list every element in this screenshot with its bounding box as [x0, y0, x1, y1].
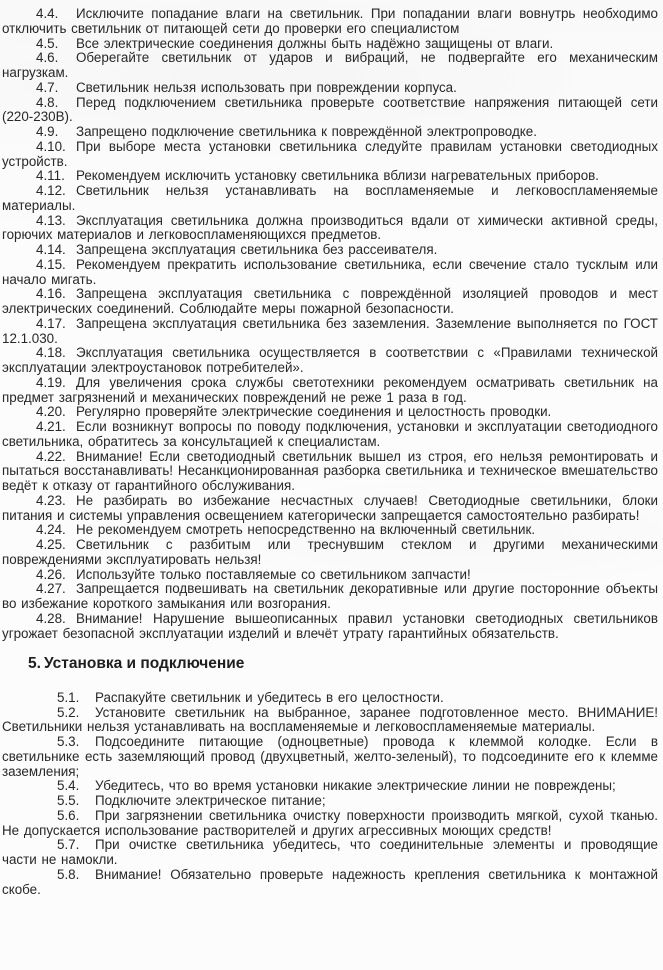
item-text: Если возникнут вопросы по поводу подключения, установки и эксплуатации светодиодного светильника, обратитесь за консультацией к специалистам.: [2, 419, 658, 449]
item-number: 4.26.: [36, 566, 66, 582]
item-text: Внимание! Нарушение вышеописанных правил установки светодиодных светильников угрожает безопасной эксплуатации изделий и влечёт утрату гарантийных обязательств.: [2, 610, 658, 641]
item-number: 5.2.: [57, 704, 80, 720]
item-number: 4.16.: [36, 286, 66, 302]
list-item-4-25: [2, 538, 658, 568]
item-text: Установите светильник на выбранное, заранее подготовленное место. ВНИМАНИЕ! Светильники нельзя устанавливать на воспламеняемые и легковоспламеняемые материалы.: [2, 704, 658, 735]
item-text: Не разбирать во избежание несчастных случаев! Светодиодные светильники, блоки питания и системы управления освещением категорически запрещается самостоятельно разбирать!: [2, 492, 658, 523]
list-item-4-16: [2, 287, 658, 317]
item-text: Светильник нельзя устанавливать на воспламеняемые и легковоспламеняемые материалы.: [2, 183, 658, 213]
list-item-4-27: [2, 582, 658, 612]
item-text: Запрещена эксплуатация светильника без рассеивателя.: [76, 242, 438, 257]
item-number: 4.10.: [36, 138, 66, 154]
item-number: 4.12.: [36, 183, 66, 198]
item-number: 4.28.: [36, 610, 66, 626]
list-item-4-10: [2, 140, 658, 170]
item-number: 4.21.: [36, 419, 66, 434]
item-text: Рекомендуем прекратить использование светильника, если свечение стало тусклым или начало мигать.: [2, 256, 658, 287]
item-number: 5.6.: [57, 807, 80, 823]
item-text: Все электрические соединения должны быть надёжно защищены от влаги.: [76, 35, 554, 51]
list-item-4-13: [2, 214, 658, 244]
item-number: 4.27.: [36, 581, 66, 597]
list-item-4-12: [2, 184, 658, 214]
item-text: Светильник нельзя использовать при повреждении корпуса.: [76, 79, 457, 95]
item-text: Не рекомендуем смотреть непосредственно на включенный светильник.: [76, 522, 536, 538]
list-item-5-7: [2, 838, 658, 868]
item-number: 4.24.: [36, 522, 66, 538]
list-item-4-22: [2, 450, 658, 494]
item-text: Для увеличения срока службы светотехники рекомендуем осматривать светильник на предмет загрязнений и механических повреждений не реже 1 раза в год.: [2, 374, 658, 405]
list-item-4-23: [2, 494, 658, 524]
item-text: Подсоедините питающие (одноцветные) провода к клеммой колодке. Если в светильнике есть заземляющий провод (двухцветный, желто-зеленый), то подсоедините его к клемме заземления;: [2, 734, 658, 779]
list-item-4-24: [2, 523, 658, 538]
item-text: Оберегайте светильник от ударов и вибраций, не подвергайте его механическим нагрузкам.: [2, 50, 658, 80]
list-item-4-6: [2, 51, 658, 81]
item-number: 4.20.: [36, 404, 66, 420]
list-item-5-2: [2, 706, 658, 736]
section-5-installation: [2, 691, 658, 898]
item-text: Внимание! Если светодиодный светильник вышел из строя, его нельзя ремонтировать и пытаться восстанавливать! Несанкционированная разборка светильника и техническое вмешательство ведёт к отказу от гарантийного обслуживания.: [2, 448, 658, 493]
item-number: 4.14.: [36, 242, 66, 257]
list-item-4-19: [2, 376, 658, 406]
list-item-4-11: [2, 169, 658, 184]
list-item-5-4: [2, 779, 658, 794]
item-text: Подключите электрическое питание;: [95, 793, 326, 808]
item-number: 4.19.: [36, 374, 66, 390]
item-text: Исключите попадание влаги на светильник. При попадании влаги вовнутрь необходимо отключить светильник от питающей сети до проверки его специалистом: [2, 6, 658, 36]
item-text: Светильник с разбитым или треснувшим стеклом и другими механическими повреждениями эксплуатировать нельзя!: [2, 537, 658, 567]
list-item-4-15: [2, 258, 658, 288]
list-item-4-8: [2, 96, 658, 126]
item-text: Внимание! Обязательно проверьте надежность крепления светильника к монтажной скобе.: [2, 866, 658, 897]
section-5-heading-number: 5.: [28, 654, 41, 672]
list-item-5-6: [2, 809, 658, 839]
item-text: Распакуйте светильник и убедитесь в его целостности.: [95, 689, 444, 705]
list-item-5-5: [2, 794, 658, 809]
list-item-4-28: [2, 612, 658, 642]
list-item-4-14: [2, 243, 658, 258]
item-text: При выборе места установки светильника следуйте правилам установки светодиодных устройств.: [2, 138, 658, 169]
item-text: Запрещается подвешивать на светильник декоративные или другие посторонние объекты во избежание короткого замыкания или возгорания.: [2, 581, 658, 611]
item-number: 4.13.: [36, 212, 66, 228]
section-5-heading-title: Установка и подключение: [44, 654, 245, 672]
item-text: При загрязнении светильника очистку поверхности производить мягкой, сухой тканью. Не допускается использование растворителей и других агрессивных моющих средств!: [2, 807, 658, 838]
list-item-4-21: [2, 420, 658, 450]
item-text: Запрещена эксплуатация светильника без заземления. Заземление выполняется по ГОСТ 12.1.030.: [2, 315, 658, 346]
item-number: 4.8.: [36, 94, 59, 110]
item-text: Эксплуатация светильника должна производиться вдали от химически активной среды, горючих материалов и легковоспламеняющихся предметов.: [2, 212, 658, 243]
item-text: Запрещена эксплуатация светильника с повреждённой изоляцией проводов и мест электрических соединений. Соблюдайте меры пожарной безопасности.: [2, 286, 658, 316]
item-text: При очистке светильника убедитесь, что соединительные элементы и проводящие части не намокли.: [2, 837, 658, 867]
item-text: Используйте только поставляемые со светильником запчасти!: [76, 566, 471, 582]
list-item-4-20: [2, 405, 658, 420]
list-item-4-17: [2, 317, 658, 347]
item-number: 4.9.: [36, 124, 59, 139]
item-number: 5.1.: [57, 689, 80, 705]
list-item-4-9: [2, 125, 658, 140]
item-number: 5.3.: [57, 734, 80, 749]
item-number: 4.18.: [36, 345, 66, 361]
list-item-4-4: [2, 7, 658, 37]
item-text: Убедитесь, что во время установки никакие электрические линии не повреждены;: [95, 778, 616, 794]
item-number: 4.25.: [36, 537, 66, 552]
item-number: 4.15.: [36, 256, 66, 272]
list-item-5-3: [2, 735, 658, 779]
item-number: 4.4.: [36, 6, 59, 21]
section-4-safety-rules: [2, 7, 658, 641]
item-number: 4.6.: [36, 50, 59, 66]
item-number: 4.23.: [36, 492, 66, 508]
item-number: 5.7.: [57, 837, 80, 853]
item-number: 4.22.: [36, 448, 66, 464]
item-text: Регулярно проверяйте электрические соединения и целостность проводки.: [76, 404, 552, 420]
item-number: 4.7.: [36, 79, 59, 95]
list-item-4-18: [2, 346, 658, 376]
item-number: 4.11.: [36, 168, 65, 184]
list-item-4-5: [2, 37, 658, 52]
item-text: Перед подключением светильника проверьте соответствие напряжения питающей сети (220-230В).: [2, 94, 658, 125]
item-text: Эксплуатация светильника осуществляется в соответствии с «Правилами технической эксплуатации электроустановок потребителей».: [2, 345, 658, 375]
list-item-5-8: [2, 868, 658, 898]
list-item-5-1: [2, 691, 658, 706]
item-text: Запрещено подключение светильника к повреждённой электропроводке.: [76, 124, 537, 139]
item-number: 5.4.: [57, 778, 80, 794]
item-number: 4.5.: [36, 35, 59, 51]
list-item-4-26: [2, 568, 658, 583]
item-number: 5.8.: [57, 866, 80, 882]
item-text: Рекомендуем исключить установку светильника вблизи нагревательных приборов.: [76, 168, 600, 184]
item-number: 5.5.: [57, 793, 80, 808]
section-5-heading: [2, 654, 658, 674]
list-item-4-7: [2, 81, 658, 96]
item-number: 4.17.: [36, 315, 66, 331]
